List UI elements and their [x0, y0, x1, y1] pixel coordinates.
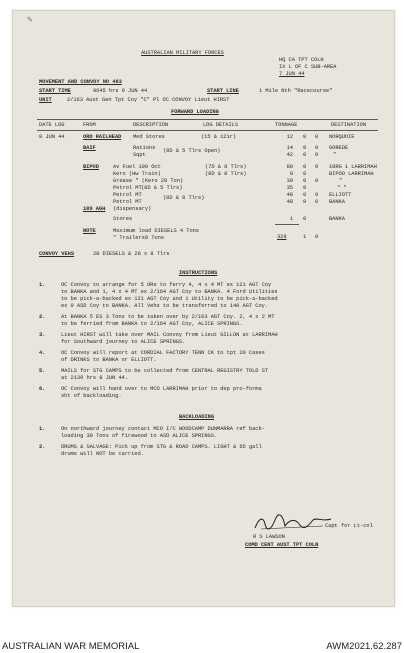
- row-tons: 8: [289, 171, 293, 177]
- row-tons: 48: [286, 192, 293, 198]
- item-line: sht of backloading.: [61, 393, 122, 399]
- forward-loading-heading: FORWARD LOADING: [171, 109, 219, 115]
- item-number: 1.: [39, 426, 46, 432]
- row-dest: BANKA: [329, 199, 345, 205]
- backloading-heading: BACKLOADING: [179, 414, 215, 420]
- item-line: At BANKA 5 ES 3 Tons to be taken over by 2/163 AGT Coy. 2, 4 x 2 MT: [61, 314, 275, 320]
- item-number: 2.: [39, 314, 46, 320]
- item-line: MAILS for STG CAMPS to be collected from CENTRAL REGISTRY TOLD ST: [61, 368, 269, 374]
- row-tail: 0: [315, 145, 319, 151]
- row-from: BAIF: [83, 145, 96, 151]
- item-line: at 2130 hrs 8 JUN 44.: [61, 375, 128, 381]
- total-tail: 0: [315, 234, 319, 240]
- row-dest: ": [333, 152, 337, 158]
- total-cwt: 1: [303, 234, 307, 240]
- row-tons: 1: [289, 216, 293, 222]
- row-dest: BIPOD LARRIMAH: [329, 171, 374, 177]
- item-number: 2.: [39, 444, 46, 450]
- unit-label: UNIT: [39, 97, 52, 103]
- item-line: for Southward journey to ALICE SPRINGS.: [61, 339, 186, 345]
- item-line: drums will NOT be carried.: [61, 451, 144, 457]
- item-number: 4.: [39, 350, 46, 356]
- row-desc: Sqpt: [133, 152, 146, 158]
- row-from: 109 AGH: [83, 206, 106, 212]
- row-tail: 0: [315, 164, 319, 170]
- row-desc: Rations: [133, 145, 156, 151]
- row-cwt: 0: [303, 171, 307, 177]
- row-ldg: (8D & 8 Tlrs): [205, 171, 247, 177]
- row-ldg: (7D & 8 Tlrs): [205, 164, 247, 170]
- row-desc: Stores: [113, 216, 133, 222]
- doc-title: AUSTRALIAN MILITARY FORCES: [141, 50, 224, 56]
- row-desc: Petrol MT: [113, 199, 142, 205]
- row-desc: Av Fuel 100 Oct: [113, 164, 161, 170]
- movement-heading: MOVEMENT AND CONVOY NO 463: [39, 79, 122, 85]
- signoff-role: COMD CENT AUST TPT COLN: [245, 542, 319, 548]
- row-cwt: 0: [303, 216, 307, 222]
- table-top-rule: [37, 119, 378, 120]
- start-line-value: 1 Mile Nth "Racecourse": [259, 88, 333, 94]
- row-dest: GOREDE: [329, 145, 349, 151]
- col-date: DATE LDG: [39, 122, 65, 128]
- row-cwt: 0: [303, 178, 307, 184]
- col-from: FROM: [83, 122, 96, 128]
- col-tonnage: TONNAGE: [275, 122, 298, 128]
- row-tail: 0: [315, 178, 319, 184]
- start-time-label: START TIME: [39, 88, 71, 94]
- row-tons: 12: [286, 134, 293, 140]
- total-rule: [275, 224, 299, 225]
- row-desc: Med Stores: [133, 134, 165, 140]
- item-line: On northward journey contact MCO I/C WOODCAMP DUNMARRA ref back-: [61, 426, 265, 432]
- row-desc: Grease " (Kero 28 Ton): [113, 178, 184, 184]
- convoy-vehs-value: 28 DIESELS & 28 x 8 Tlrs: [93, 251, 170, 257]
- col-description: DESCRIPTION: [133, 122, 169, 128]
- row-ldg: (8D & 8 Tlrs): [163, 195, 205, 201]
- item-line: to be ferried from BANKA to 2/164 AGT Coy, ALICE SPRINGS.: [61, 321, 243, 327]
- item-number: 6.: [39, 386, 46, 392]
- row-dest: NORQUOIE: [329, 134, 355, 140]
- item-line: of DRINKS to BANKA or ELLIOTT.: [61, 357, 157, 363]
- row-desc: Petrol MT: [113, 185, 142, 191]
- row-dest: ELLIOTT: [329, 192, 352, 198]
- document-page: [12, 10, 395, 607]
- unit-value: 2/163 Aust Gen Tpt Coy "C" Pl OC CONVOY Lieut HIRST: [67, 97, 230, 103]
- row-cwt: 0: [303, 192, 307, 198]
- row-tail: 0: [315, 152, 319, 158]
- row-tail: 0: [315, 134, 319, 140]
- item-number: 1.: [39, 282, 46, 288]
- row-from: BIPOD: [83, 164, 99, 170]
- item-line: OC Convoy to arrange for 5 ORs to ferry 4, 4 x 4 MT ex 121 AGT Coy: [61, 282, 272, 288]
- row-dest: BANKA: [329, 216, 345, 222]
- row-tail: 0: [315, 199, 319, 205]
- row-desc: Kero (Hw Train): [113, 171, 161, 177]
- row-ldg: (8D & 5 Tlrs): [141, 185, 183, 191]
- item-line: ex 9 ASD Coy to BANKA. All Vehs to be transferred to 148 AGT Coy.: [61, 303, 269, 309]
- item-line: DRUMS & SALVAGE: Pick up from STG & ROAD CAMPS. LIGHT & 65 gall: [61, 444, 262, 450]
- signoff-rank: Capt for Lt-col: [325, 523, 373, 529]
- convoy-vehs-label: CONVOY VEHS: [39, 251, 75, 257]
- start-time-value: 0645 hrs 9 JUN 44: [93, 88, 148, 94]
- start-line-label: START LINE: [207, 88, 239, 94]
- row-from: ORD RAILHEAD: [83, 134, 122, 140]
- row-cwt: 0: [303, 164, 307, 170]
- row-cwt: 0: [303, 145, 307, 151]
- row-tons: 48: [286, 199, 293, 205]
- row-desc: (dispensary): [113, 206, 152, 212]
- item-line: OC Convoy will hand over to MCO LARRIMAH prior to dep pro-forma: [61, 386, 262, 392]
- row-dest: 18RG 1 LARRIMAH: [329, 164, 377, 170]
- item-number: 3.: [39, 332, 46, 338]
- note-line-2: " Trailers8 Tons: [113, 235, 164, 241]
- col-destination: DESTINATION: [331, 122, 367, 128]
- table-header-rule: [37, 130, 378, 131]
- row-cwt: 0: [303, 152, 307, 158]
- col-ldg-details: LDG DETAILS: [203, 122, 239, 128]
- item-line: OC Convoy will report at CORDIAL FACTORY TENN CK to tpt 20 Cases: [61, 350, 265, 356]
- signoff-name: R S LAWSON: [253, 534, 285, 540]
- row-date: 8 JUN 44: [39, 134, 65, 140]
- note-label: NOTE: [83, 228, 96, 234]
- to-line-2: IX L OF C SUB-AREA: [279, 64, 337, 70]
- item-line: to BANKA and 1, 4 x 4 MT ex 2/164 AGT Coy to BANKA. 4 Ford Utilities: [61, 289, 278, 295]
- row-cwt: 0: [303, 185, 307, 191]
- row-tons: 39: [286, 178, 293, 184]
- row-dest: " ": [337, 185, 347, 191]
- corner-mark: ✎: [27, 15, 33, 25]
- item-line: loading 30 Tons of firewood to ASD ALICE SPRINGS.: [61, 433, 218, 439]
- row-cwt: 0: [303, 134, 307, 140]
- row-desc: Petrol MT: [113, 192, 142, 198]
- row-dest: ": [339, 178, 343, 184]
- row-tail: 0: [315, 192, 319, 198]
- item-line: to be pick-a-backed ex 121 AGT Coy and 1 Utility to be pick-a-backed: [61, 296, 278, 302]
- to-line-1: HQ CA TPT COLN: [279, 57, 324, 63]
- archive-name: AUSTRALIAN WAR MEMORIAL: [2, 641, 140, 652]
- item-number: 5.: [39, 368, 46, 374]
- archive-id: AWM2021.62.287: [326, 641, 402, 652]
- note-line-1: Maximum load DIESELS 4 Tons: [113, 228, 199, 234]
- row-tons: 42: [286, 152, 293, 158]
- row-ldg: (15 & 121r): [201, 134, 237, 140]
- archive-footer: [0, 615, 404, 653]
- row-tons: 35: [286, 185, 293, 191]
- total-tons: 328: [277, 234, 287, 240]
- item-line: Lieut HIRST will take over MAIL Convoy from Lieut GILLON at LARRIMAH: [61, 332, 278, 338]
- row-tons: 80: [286, 164, 293, 170]
- row-tons: 14: [286, 145, 293, 151]
- row-cwt: 0: [303, 199, 307, 205]
- instructions-heading: INSTRUCTIONS: [179, 270, 218, 276]
- handwritten-signature: [253, 514, 333, 532]
- row-ldg: (8D & 5 Tlrs Open): [163, 148, 221, 154]
- to-line-3: 7 JUN 44: [279, 71, 305, 77]
